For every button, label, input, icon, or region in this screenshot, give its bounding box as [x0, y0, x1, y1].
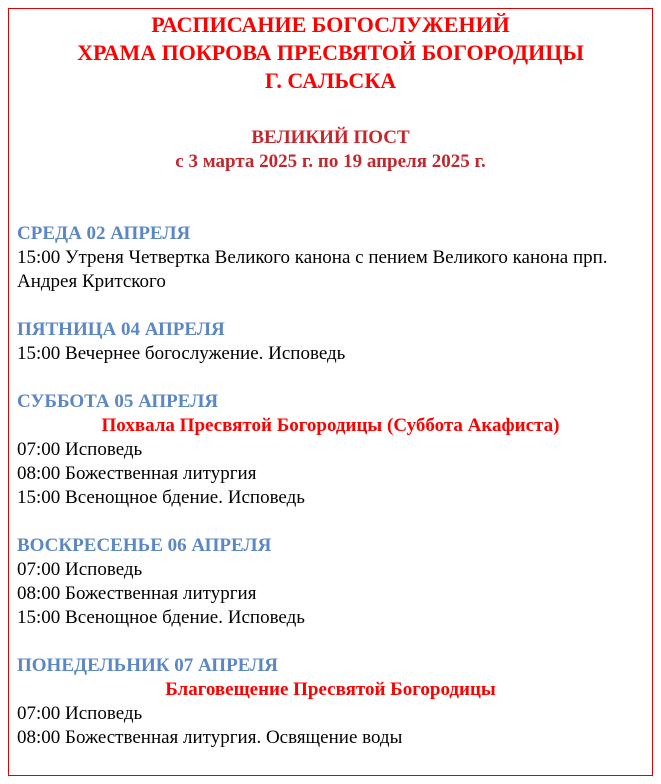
- service-item: 08:00 Божественная литургия: [17, 583, 257, 604]
- period-name: ВЕЛИКИЙ ПОСТ: [251, 127, 410, 148]
- service-item: 15:00 Всенощное бдение. Исповедь: [17, 607, 305, 628]
- day-header-monday: ПОНЕДЕЛЬНИК 07 АПРЕЛЯ: [17, 655, 278, 676]
- title-line-1: РАСПИСАНИЕ БОГОСЛУЖЕНИЙ: [151, 12, 510, 37]
- feast-title: Похвала Пресвятой Богородицы (Суббота Акафиста): [101, 415, 560, 436]
- service-item: 08:00 Божественная литургия. Освящение воды: [17, 727, 403, 748]
- service-item: 07:00 Исповедь: [17, 439, 143, 460]
- day-header-friday: ПЯТНИЦА 04 АПРЕЛЯ: [17, 319, 225, 340]
- period-dates: с 3 марта 2025 г. по 19 апреля 2025 г.: [175, 151, 486, 172]
- service-item: 07:00 Исповедь: [17, 703, 143, 724]
- feast-title: Благовещение Пресвятой Богородицы: [165, 679, 496, 700]
- day-header-sunday: ВОСКРЕСЕНЬЕ 06 АПРЕЛЯ: [17, 535, 272, 556]
- day-header-saturday: СУББОТА 05 АПРЕЛЯ: [17, 391, 219, 412]
- title-line-3: Г. САЛЬСКА: [264, 68, 397, 93]
- service-item: 15:00 Всенощное бдение. Исповедь: [17, 487, 305, 508]
- title-line-2: ХРАМА ПОКРОВА ПРЕСВЯТОЙ БОГОРОДИЦЫ: [77, 40, 584, 65]
- day-header-wednesday: СРЕДА 02 АПРЕЛЯ: [17, 223, 191, 244]
- service-item: 15:00 Вечернее богослужение. Исповедь: [17, 343, 346, 364]
- service-item: 07:00 Исповедь: [17, 559, 143, 580]
- service-item: 15:00 Утреня Четвертка Великого канона с пением Великого канона прп. Андрея Критского: [17, 247, 608, 292]
- service-item: 08:00 Божественная литургия: [17, 463, 257, 484]
